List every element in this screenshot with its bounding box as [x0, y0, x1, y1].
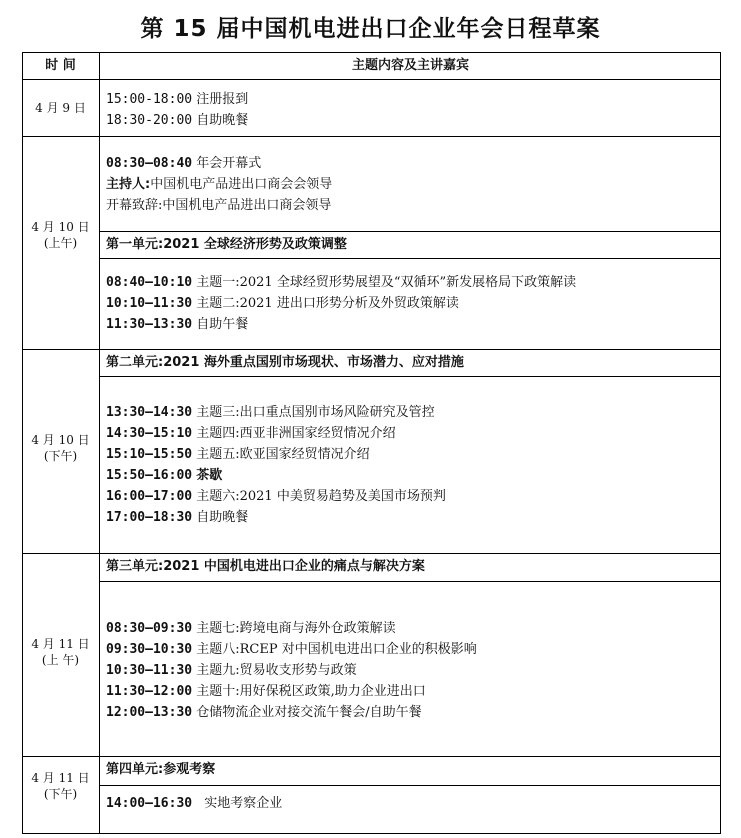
date-label: 4 月 10 日	[31, 220, 90, 234]
speech-text: 中国机电产品进出口商会领导	[162, 198, 332, 213]
item-time: 11:30—13:30	[106, 317, 193, 332]
host-line	[106, 174, 716, 195]
schedule-item	[106, 89, 716, 110]
row-divider	[22, 349, 721, 350]
period-label: (下午)	[43, 787, 78, 801]
unit-heading: 第三单元:2021 中国机电进出口企业的痛点与解决方案	[106, 559, 425, 574]
item-text: 自助午餐	[196, 317, 249, 332]
host-label: 主持人:	[106, 177, 151, 192]
item-text: 主题十:用好保税区政策,助力企业进出口	[196, 684, 426, 699]
unit-heading: 第四单元:参观考察	[106, 762, 216, 777]
row-divider	[99, 231, 721, 232]
unit2-block	[106, 402, 716, 528]
header-time: 时 间	[45, 58, 76, 73]
schedule-item	[106, 486, 716, 507]
schedule-item	[106, 110, 716, 131]
period-label: (上 午)	[41, 653, 80, 667]
schedule-item	[106, 465, 716, 486]
item-text: 自助晚餐	[196, 510, 249, 525]
date-cell	[22, 636, 99, 668]
item-time: 08:40—10:10	[106, 275, 193, 290]
schedule-item	[106, 314, 716, 335]
item-text: 主题三:出口重点国别市场风险研究及管控	[196, 405, 435, 420]
item-time: 15:00-18:00	[106, 92, 193, 107]
item-time: 13:30—14:30	[106, 405, 193, 420]
item-text: 实地考察企业	[204, 796, 283, 811]
item-time: 15:10—15:50	[106, 447, 193, 462]
schedule-item	[106, 639, 716, 660]
item-time: 15:50—16:00	[106, 468, 193, 483]
host-text: 中国机电产品进出口商会会领导	[150, 177, 333, 192]
column-divider	[99, 52, 100, 834]
date-cell	[22, 432, 99, 464]
schedule-item	[106, 402, 716, 423]
page-title: 第 15 届中国机电进出口企业年会日程草案	[140, 16, 601, 42]
item-text: 仓储物流企业对接交流午餐会/自助午餐	[196, 705, 422, 720]
period-label: (下午)	[43, 449, 78, 463]
item-text: 主题一:2021 全球经贸形势展望及“双循环”新发展格局下政策解读	[196, 275, 577, 290]
schedule-item	[106, 272, 716, 293]
schedule-item	[106, 507, 716, 528]
row-divider	[99, 376, 721, 377]
schedule-item	[106, 293, 716, 314]
row-divider	[99, 258, 721, 259]
item-text: 主题六:2021 中美贸易趋势及美国市场预判	[196, 489, 446, 504]
item-time: 10:10—11:30	[106, 296, 193, 311]
date-cell	[22, 219, 99, 251]
item-text: 自助晚餐	[196, 113, 249, 128]
date-label: 4 月 11 日	[31, 637, 90, 651]
unit4-block	[106, 793, 716, 814]
header-content: 主题内容及主讲嘉宾	[351, 58, 469, 73]
unit-heading: 第二单元:2021 海外重点国别市场现状、市场潜力、应对措施	[106, 355, 464, 370]
schedule-item	[106, 681, 716, 702]
item-text: 茶歇	[196, 468, 223, 483]
item-time: 09:30—10:30	[106, 642, 193, 657]
item-text: 主题二:2021 进出口形势分析及外贸政策解读	[196, 296, 459, 311]
item-text: 主题九:贸易收支形势与政策	[196, 663, 357, 678]
item-text: 主题八:RCEP 对中国机电进出口企业的积极影响	[196, 642, 477, 657]
date-label: 4 月 9 日	[35, 101, 86, 115]
schedule-item	[106, 153, 716, 174]
row-divider	[22, 756, 721, 757]
schedule-item	[106, 660, 716, 681]
item-time: 12:00—13:30	[106, 705, 193, 720]
item-time: 14:30—15:10	[106, 426, 193, 441]
item-text: 注册报到	[196, 92, 249, 107]
item-time: 18:30-20:00	[106, 113, 193, 128]
unit-heading: 第一单元:2021 全球经济形势及政策调整	[106, 237, 347, 252]
row-divider	[99, 581, 721, 582]
unit1-block	[106, 272, 716, 335]
item-time: 08:30—08:40	[106, 156, 193, 171]
speech-line	[106, 195, 716, 216]
item-text: 主题七:跨境电商与海外仓政策解读	[196, 621, 396, 636]
item-time: 08:30—09:30	[106, 621, 193, 636]
item-text: 年会开幕式	[196, 156, 262, 171]
date-label: 4 月 10 日	[31, 433, 90, 447]
schedule-item	[106, 444, 716, 465]
date-cell	[22, 770, 99, 802]
row-divider	[99, 785, 721, 786]
unit3-block	[106, 618, 716, 723]
date-cell	[22, 100, 99, 116]
row-divider	[22, 553, 721, 554]
item-time: 10:30—11:30	[106, 663, 193, 678]
row-divider	[22, 136, 721, 137]
item-time: 11:30—12:00	[106, 684, 193, 699]
speech-label: 开幕致辞:	[106, 198, 163, 213]
date-label: 4 月 11 日	[31, 771, 90, 785]
opening-block	[106, 153, 716, 216]
schedule-item	[106, 793, 716, 814]
item-time: 17:00—18:30	[106, 510, 193, 525]
item-time: 16:00—17:00	[106, 489, 193, 504]
row-divider	[22, 79, 721, 80]
schedule-item	[106, 423, 716, 444]
item-text: 主题五:欧亚国家经贸情况介绍	[196, 447, 370, 462]
period-label: (上午)	[43, 236, 78, 250]
item-text: 主题四:西亚非洲国家经贸情况介绍	[196, 426, 396, 441]
schedule-item	[106, 702, 716, 723]
day1-block	[106, 89, 716, 131]
item-time: 14:00—16:30	[106, 796, 193, 811]
schedule-item	[106, 618, 716, 639]
